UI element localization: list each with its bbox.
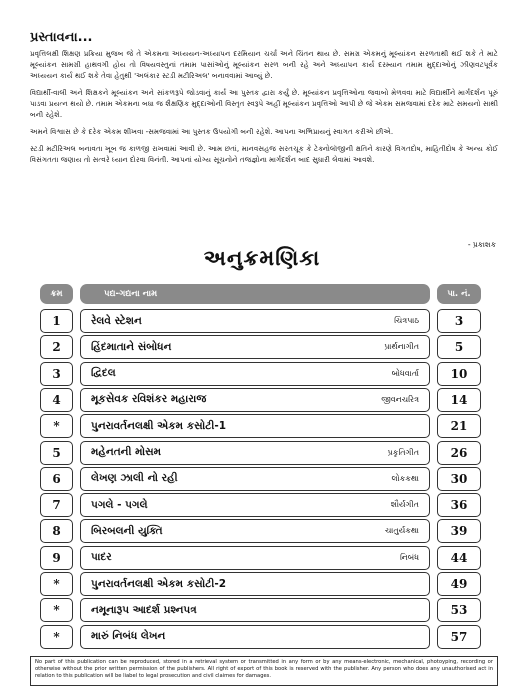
index-row-page: 49	[437, 572, 481, 596]
index-row-page: 10	[437, 362, 481, 386]
index-row-title: મારું નિબંધ લેખન	[91, 630, 166, 643]
index-row-title-cell	[80, 625, 430, 649]
index-row-number: 8	[40, 519, 73, 543]
index-row-genre: પ્રકૃતિગીત	[387, 447, 419, 457]
copyright-notice: No part of this publication can be reproduced, stored in a retrieval system or transmitted in any form or by any means-electronic, mechanical, photoyping, recording or otherwise without the prior written permission of the publishers. All right of export of this book is reserved with the publisher. Any person who does any unauthorised act in relation to this publication will be liabel to legal prosecution and civil claimes for damages.	[30, 656, 498, 686]
preface-heading: પ્રસ્તાવના...	[30, 30, 93, 45]
index-row-number: *	[40, 414, 73, 438]
index-row-title-cell	[80, 546, 430, 570]
index-row-title: મૂકસેવક રવિશંકર મહારાજ	[91, 393, 207, 406]
index-row-title: મહેનતની મોસમ	[91, 446, 162, 458]
index-row-number: 3	[40, 362, 73, 386]
preface-paragraph-3: અમને વિશ્વાસ છે કે દરેક એકમ શીખવા -સમજવામાં આ પુસ્તક ઉપયોગી બની રહેશે. આપના અભિપ્રાયનું સ્વાગત કરીએ છીએ.	[30, 127, 394, 136]
index-row-genre: ચિત્રપાઠ	[394, 316, 419, 325]
preface-text	[30, 48, 498, 171]
publisher-signature: - પ્રકાશક	[467, 240, 496, 249]
index-row-genre: લોકકથા	[391, 473, 419, 483]
index-row-title: પાદર	[91, 551, 112, 564]
index-row-title-cell	[80, 441, 430, 465]
index-row-number: *	[40, 598, 73, 622]
index-row-page: 36	[437, 493, 481, 517]
index-row-number: 7	[40, 493, 73, 517]
index-row-page: 53	[437, 598, 481, 622]
index-row-page: 39	[437, 519, 481, 543]
index-header-page: પા. નં.	[437, 284, 481, 304]
index-row-number: 9	[40, 546, 73, 570]
index-row-title-cell	[80, 362, 430, 386]
index-row-title: નમૂનારૂપ આદર્શ પ્રશ્નપત્ર	[91, 603, 197, 616]
index-row-number: *	[40, 572, 73, 596]
preface-paragraph-1: પ્રવૃત્તિલક્ષી શિક્ષણ પ્રક્રિયા મુજબ જે તે એકમના અધ્યયન-અધ્યાપન દરમિયાન ચર્ચા અને ચિંતન થાય છે. સમગ્ર એકમનું મૂલ્યાંકન સરળતાથી થઈ શકે તે માટે મૂલ્યાંકન સામગ્રી હાથવગી હોય તો વિષયવસ્તુનાં તમામ પાસાંઓનું મૂલ્યાંકન સરળ બની રહે અને અધ્યાપન કાર્ય દરમ્યાન તમામ મુદ્દાઓનું ઝીણવટપૂર્વક અધ્યયન કાર્ય થઈ શકે તેવા હેતુથી 'અલંકાર સ્ટડી મટીરિઅલ' બનાવવામાં આવ્યું છે.	[30, 49, 498, 80]
index-row-title-cell	[80, 388, 430, 412]
index-row-title: પુનરાવર્તનલક્ષી એકમ કસોટી-2	[91, 577, 227, 590]
index-row-genre: શૌર્યગીત	[390, 500, 419, 510]
index-row-number: 5	[40, 441, 73, 465]
index-row-genre: જીવનચરિત્ર	[381, 394, 419, 404]
index-row-genre: નિબંધ	[400, 552, 419, 562]
index-row-title: હિંદમાતાને સંબોધન	[91, 340, 172, 353]
index-row-title: લેખણ ઝાલી નો રહી	[91, 472, 178, 485]
index-row-genre: ચાતુર્યકથા	[385, 526, 419, 536]
index-row-number: 4	[40, 388, 73, 412]
index-row-title-cell	[80, 493, 430, 517]
index-row-page: 26	[437, 441, 481, 465]
index-row-page: 57	[437, 625, 481, 649]
index-row-page: 44	[437, 546, 481, 570]
index-row-genre: બોધવાર્તા	[391, 368, 419, 378]
index-row-title-cell	[80, 519, 430, 543]
index-row-genre: પ્રાર્થનાગીત	[384, 342, 419, 352]
index-row-number: *	[40, 625, 73, 649]
index-row-title-cell	[80, 414, 430, 438]
index-row-page: 21	[437, 414, 481, 438]
index-row-title: રેલવે સ્ટેશન	[91, 314, 142, 327]
index-row-title: પુનરાવર્તનલક્ષી એકમ કસોટી-1	[91, 419, 227, 432]
index-title: અનુક્રમણિકા	[203, 246, 321, 270]
index-row-title-cell	[80, 598, 430, 622]
preface-paragraph-4: સ્ટડી મટીરિઅલ બનાવતા ખૂબ જ કાળજી રાખવામાં આવી છે. આમ છતાં, માનવસહજ સરતચૂક કે ટેક્નોલૉજીની ક્ષતિને કારણે વિગતદોષ, માહિતીદોષ કે અન્ય કોઈ વિસંગતતા જણાય તો સત્વરે ધ્યાન દોરવા વિનંતી. આપનાં યોગ્ય સૂચનોને તજજ્ઞોના માર્ગદર્શન બાદ સુધારી લેવામાં આવશે.	[30, 144, 498, 164]
index-header-title: પદ્ય-ગદ્યના નામ	[80, 284, 430, 304]
index-row-page: 30	[437, 467, 481, 491]
index-row-title-cell	[80, 309, 430, 333]
index-row-title-cell	[80, 467, 430, 491]
index-row-number: 2	[40, 335, 73, 359]
index-row-title-cell	[80, 335, 430, 359]
index-header-number: ક્રમ	[40, 284, 73, 304]
index-row-title: દ્વિદલ	[91, 367, 116, 380]
preface-paragraph-2: વિદ્યાર્થી-વાલી અને શિક્ષકને મૂલ્યાંકન અને સાંકળરૂપે જોડવાનું કાર્ય આ પુસ્તક દ્વારા કર્યું છે. મૂલ્યાંકન પ્રવૃત્તિઓના જવાબો મેળવવા માટે વિદ્યાર્થીને માર્ગદર્શન પૂરું પાડવા પ્રયત્ન થયો છે. તમામ એકમના બધા જ શૈક્ષણિક મુદ્દાઓની વિસ્તૃત સ્વરૂપે અહીં મૂલ્યાંકન પ્રવૃત્તિઓ આપી છે જે એકમ સમજવામાં દરેક માટે સમયનો સાથી બની રહેશે.	[30, 88, 498, 119]
index-row-title-cell	[80, 572, 430, 596]
index-row-page: 3	[437, 309, 481, 333]
index-row-page: 5	[437, 335, 481, 359]
index-row-page: 14	[437, 388, 481, 412]
index-row-title: બિરબલની યુક્તિ	[91, 524, 163, 537]
index-row-title: પગલે - પગલે	[91, 498, 148, 511]
index-row-number: 6	[40, 467, 73, 491]
index-row-number: 1	[40, 309, 73, 333]
